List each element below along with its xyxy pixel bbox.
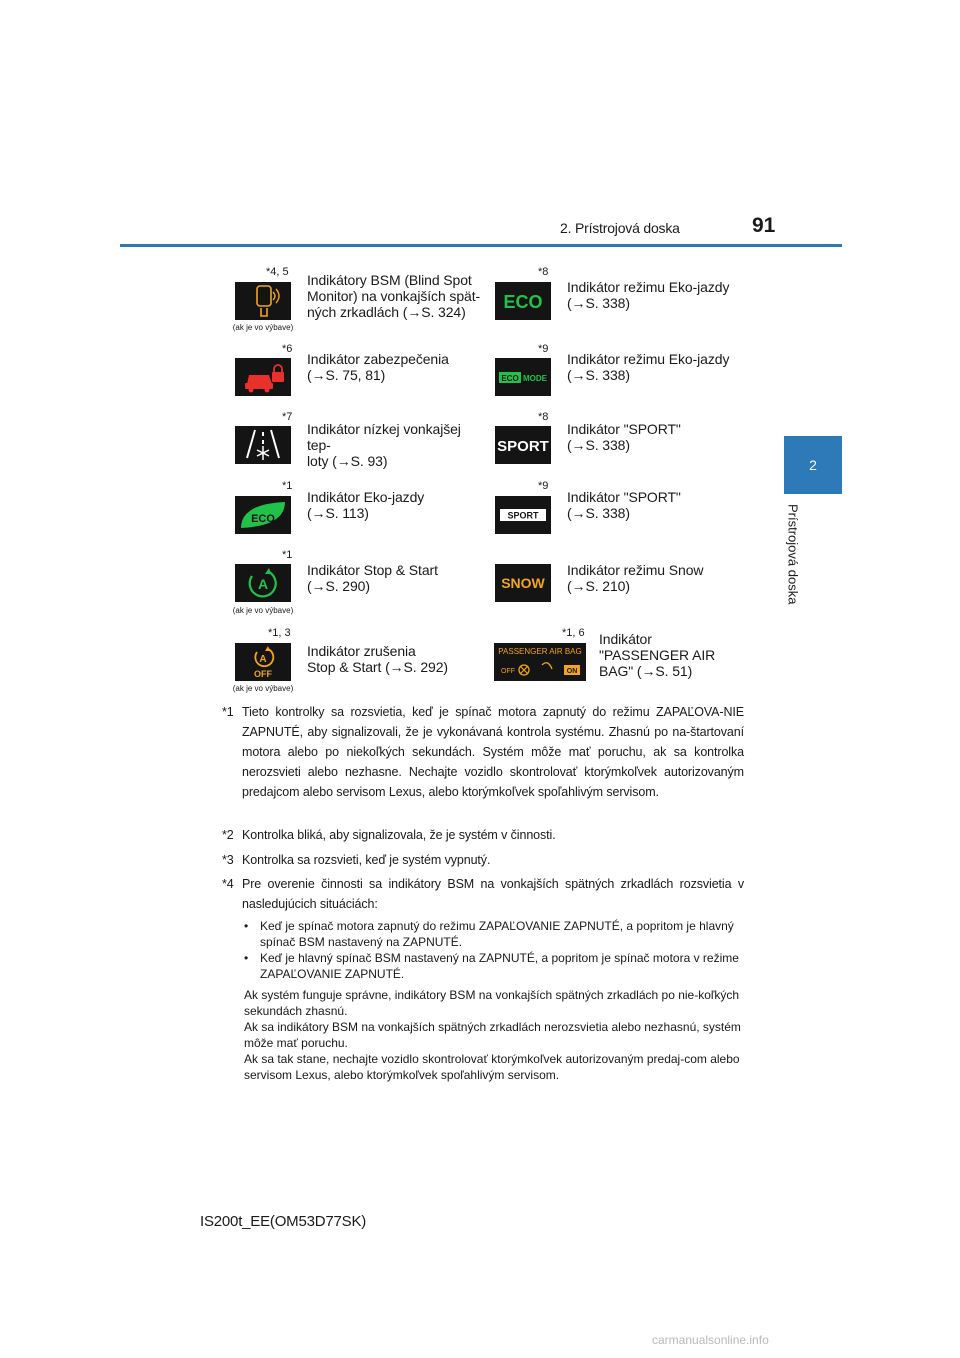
svg-text:A: A xyxy=(257,576,269,592)
indicator-description: Indikátor Eko-jazdy (→S. 113) xyxy=(307,489,425,521)
svg-text:OFF: OFF xyxy=(501,668,515,675)
footnote-2 xyxy=(222,825,744,845)
footnote-mark: *2 xyxy=(222,828,234,842)
footnote-text: Kontrolka bliká, aby signalizovala, že je systém v činnosti. xyxy=(242,828,556,842)
chapter-label: Prístrojová doska xyxy=(785,504,801,605)
svg-text:SPORT: SPORT xyxy=(497,438,549,455)
indicator-description: Indikátor Stop & Start (→S. 290) xyxy=(307,562,438,594)
footnote-mark: *1 xyxy=(222,705,234,719)
sport-bar-icon xyxy=(495,496,551,534)
snow-mode-icon xyxy=(495,564,551,602)
svg-text:MODE: MODE xyxy=(523,374,547,383)
indicator-description: Indikátor režimu Eko-jazdy (→S. 338) xyxy=(567,351,730,383)
footnote-mark: *4 xyxy=(222,877,234,891)
bsm-mirror-icon xyxy=(235,282,291,320)
indicator-note: *9 xyxy=(538,480,549,492)
list-item: • Keď je hlavný spínač BSM nastavený na ZAPNUTÉ, a popritom je spínač motora v režime ZAPAĽOVANIE ZAPNUTÉ. xyxy=(244,951,739,981)
indicator-note: *1, 6 xyxy=(562,627,585,639)
footnote-4 xyxy=(222,874,744,914)
footnote-1 xyxy=(222,702,744,802)
page-number: 91 xyxy=(752,214,776,237)
availability-note: (ak je vo výbave) xyxy=(232,606,294,615)
eco-drive-icon xyxy=(235,496,291,534)
document-code: IS200t_EE(OM53D77SK) xyxy=(200,1213,367,1230)
stop-start-off-icon xyxy=(235,643,291,681)
footnote-paragraph: Ak sa tak stane, nechajte vozidlo skontrolovať ktorýmkoľvek autorizovaným predaj-com alebo servisom Lexus, alebo ktorýmkoľvek spoľahlivým servisom. xyxy=(244,1052,740,1082)
footnote-mark: *3 xyxy=(222,853,234,867)
footnote-3 xyxy=(222,850,744,870)
svg-text:ON: ON xyxy=(566,668,578,675)
svg-text:OFF: OFF xyxy=(254,669,272,679)
indicator-note: *8 xyxy=(538,411,549,423)
footnote-text: Kontrolka sa rozsvieti, keď je systém vypnutý. xyxy=(242,853,491,867)
passenger-airbag-icon xyxy=(494,643,586,681)
footnote-text: Tieto kontrolky sa rozsvietia, keď je spínač motora zapnutý do režimu ZAPAĽOVA-NIE ZAPNUTÉ, aby signalizovali, že je vykonávaná kontrola systému. Zhasnú po na-štartovaní motora alebo po niekoľkých sekundách. Systém môže mať poruchu, ak sa kontrolka nerozsvieti alebo nezhasne. Nechajte vozidlo skontrolovať ktorýmkoľvek autorizovaným predajcom alebo servisom Lexus, alebo ktorýmkoľvek spoľahlivým servisom. xyxy=(242,705,744,799)
indicator-description: Indikátor "SPORT" (→S. 338) xyxy=(567,489,681,521)
stop-start-icon xyxy=(235,564,291,602)
availability-note: (ak je vo výbave) xyxy=(232,684,294,693)
svg-text:A: A xyxy=(259,654,267,665)
availability-note: (ak je vo výbave) xyxy=(232,323,294,332)
chapter-number: 2 xyxy=(809,457,817,473)
low-temperature-icon xyxy=(235,426,291,464)
indicator-description: Indikátory BSM (Blind Spot Monitor) na vonkajších spät- ných zrkadlách (→S. 324) xyxy=(307,272,481,320)
car-lock-icon xyxy=(235,358,291,396)
footnote-paragraph: Ak sa indikátory BSM na vonkajších spätných zrkadlách nerozsvietia alebo nezhasnú, systém môže mať poruchu. xyxy=(244,1020,741,1050)
eco-mode-icon xyxy=(495,282,551,320)
svg-text:ECO: ECO xyxy=(501,374,519,383)
header-divider xyxy=(120,244,842,247)
svg-text:SPORT: SPORT xyxy=(507,510,539,521)
indicator-description: Indikátor režimu Snow (→S. 210) xyxy=(567,562,704,594)
indicator-note: *4, 5 xyxy=(266,266,289,278)
indicator-note: *6 xyxy=(282,343,293,355)
watermark: carmanualsonline.info xyxy=(652,1333,769,1347)
indicator-note: *8 xyxy=(538,266,549,278)
svg-text:SNOW: SNOW xyxy=(501,575,545,591)
eco-mode-bar-icon xyxy=(495,358,551,396)
indicator-description: Indikátor nízkej vonkajšej tep- loty (→S. 93) xyxy=(307,421,461,469)
sport-mode-icon xyxy=(495,426,551,464)
header-section-title: 2. Prístrojová doska xyxy=(560,220,680,236)
list-item: • Keď je spínač motora zapnutý do režimu ZAPAĽOVANIE ZAPNUTÉ, a popritom je hlavný spínač BSM nastavený na ZAPNUTÉ. xyxy=(244,919,734,949)
indicator-note: *1 xyxy=(282,549,293,561)
chapter-tab xyxy=(784,436,842,494)
indicator-note: *1, 3 xyxy=(268,627,291,639)
indicator-description: Indikátor zabezpečenia (→S. 75, 81) xyxy=(307,351,449,383)
svg-text:PASSENGER AIR BAG: PASSENGER AIR BAG xyxy=(498,647,582,656)
footnote-text: Pre overenie činnosti sa indikátory BSM na vonkajších spätných zrkadlách rozsvietia v nasledujúcich situáciách: xyxy=(242,877,744,911)
indicator-description: Indikátor režimu Eko-jazdy (→S. 338) xyxy=(567,279,730,311)
eco-mode-icon-label: ECO xyxy=(503,292,543,312)
indicator-description: Indikátor "SPORT" (→S. 338) xyxy=(567,421,681,453)
indicator-description: Indikátor "PASSENGER AIR BAG" (→S. 51) xyxy=(599,631,716,679)
indicator-note: *9 xyxy=(538,343,549,355)
footnote-paragraph: Ak systém funguje správne, indikátory BSM na vonkajších spätných zrkadlách po nie-koľkých sekundách zhasnú. xyxy=(244,988,740,1018)
indicator-note: *7 xyxy=(282,411,293,423)
svg-text:ECO: ECO xyxy=(251,513,275,525)
indicator-note: *1 xyxy=(282,480,293,492)
indicator-description: Indikátor zrušenia Stop & Start (→S. 292) xyxy=(307,643,448,675)
